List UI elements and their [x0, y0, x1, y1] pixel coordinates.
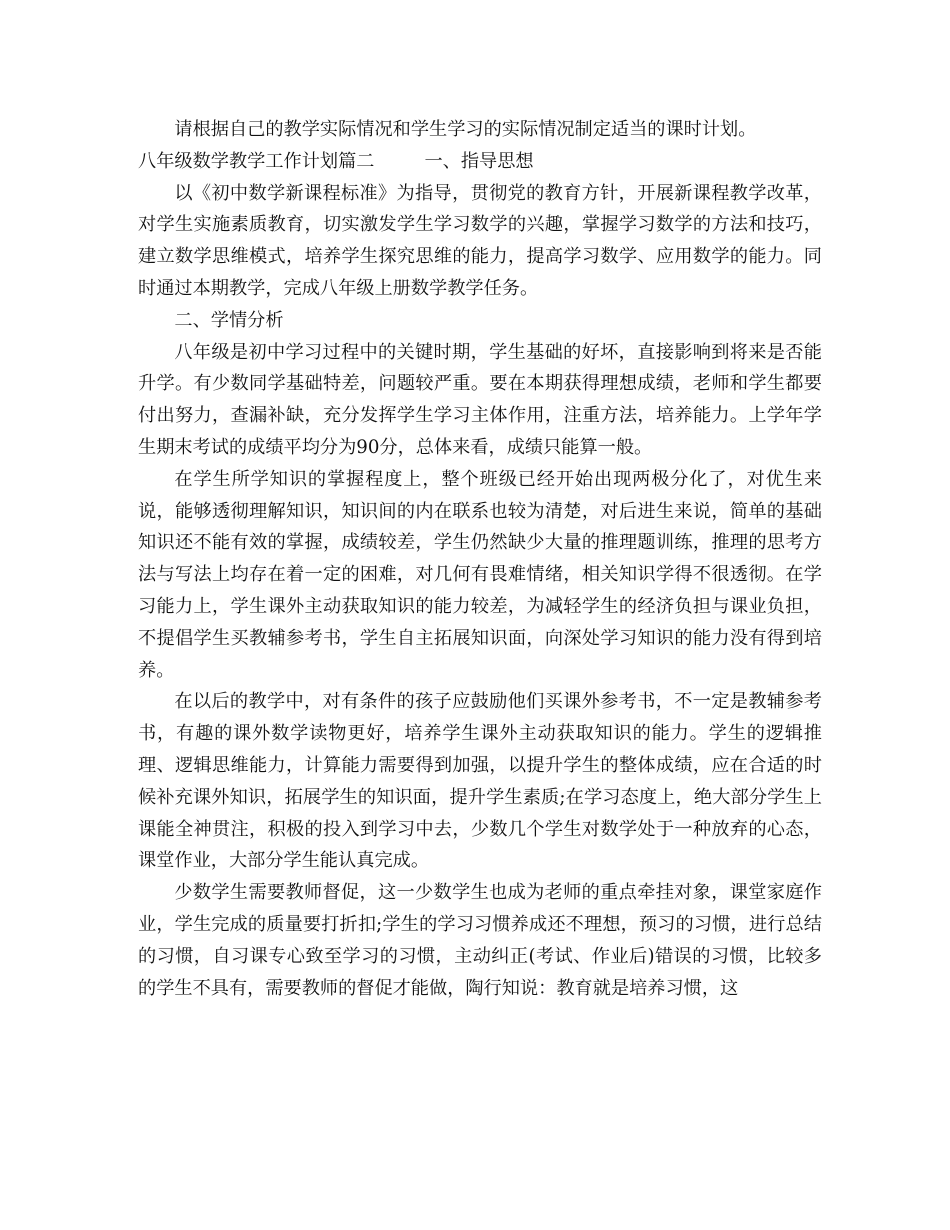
heading-guiding-thought: 一、指导思想	[424, 150, 534, 172]
paragraph-analysis-4: 少数学生需要教师督促，这一少数学生也成为老师的重点牵挂对象，课堂家庭作业，学生完成的质量要打折扣;学生的学习习惯养成还不理想，预习的习惯，进行总结的习惯，自习课专心致至学习的习惯，主动纠正(考试、作业后)错误的习惯，比较多的学生不具有，需要教师的督促才能做，陶行知说：教育就是培养习惯，这	[138, 882, 822, 999]
paragraph-guiding-thought: 以《初中数学新课程标准》为指导，贯彻党的教育方针，开展新课程教学改革，对学生实施素质教育，切实激发学生学习数学的兴趣，掌握学习数学的方法和技巧，建立数学思维模式，培养学生探究思维的能力，提高学习数学、应用数学的能力。同时通过本期教学，完成八年级上册数学教学任务。	[138, 182, 822, 299]
paragraph-analysis-2: 在学生所学知识的掌握程度上，整个班级已经开始出现两极分化了，对优生来说，能够透彻理解知识，知识间的内在联系也较为清楚，对后进生来说，简单的基础知识还不能有效的掌握，成绩较差，学生仍然缺少大量的推理题训练，推理的思考方法与写法上均存在着一定的困难，对几何有畏难情绪，相关知识学得不很透彻。在学习能力上，学生课外主动获取知识的能力较差，为减轻学生的经济负担与课业负担，不提倡学生买教辅参考书，学生自主拓展知识面，向深处学习知识的能力没有得到培养。	[138, 468, 822, 681]
intro-paragraph: 请根据自己的教学实际情况和学生学习的实际情况制定适当的课时计划。	[174, 119, 757, 140]
paragraph-analysis-3: 在以后的教学中，对有条件的孩子应鼓励他们买课外参考书，不一定是教辅参考书，有趣的课外数学读物更好，培养学生课外主动获取知识的能力。学生的逻辑推理、逻辑思维能力，计算能力需要得到加强，以提升学生的整体成绩，应在合适的时候补充课外知识，拓展学生的知识面，提升学生素质;在学习态度上，绝大部分学生上课能全神贯注，积极的投入到学习中去，少数几个学生对数学处于一种放弃的心态，课堂作业，大部分学生能认真完成。	[138, 691, 822, 872]
heading-gap	[374, 146, 424, 178]
heading-learning-analysis: 二、学情分析	[174, 309, 284, 331]
section-heading-row	[138, 146, 822, 178]
document-body	[138, 114, 822, 1004]
paragraph-analysis-1: 八年级是初中学习过程中的关键时期，学生基础的好坏，直接影响到将来是否能升学。有少数同学基础特差，问题较严重。要在本期获得理想成绩，老师和学生都要付出努力，查漏补缺，充分发挥学生学习主体作用，注重方法，培养能力。上学年学生期末考试的成绩平均分为90分，总体来看，成绩只能算一般。	[138, 341, 822, 458]
section-title: 八年级数学教学工作计划篇二	[138, 150, 375, 172]
